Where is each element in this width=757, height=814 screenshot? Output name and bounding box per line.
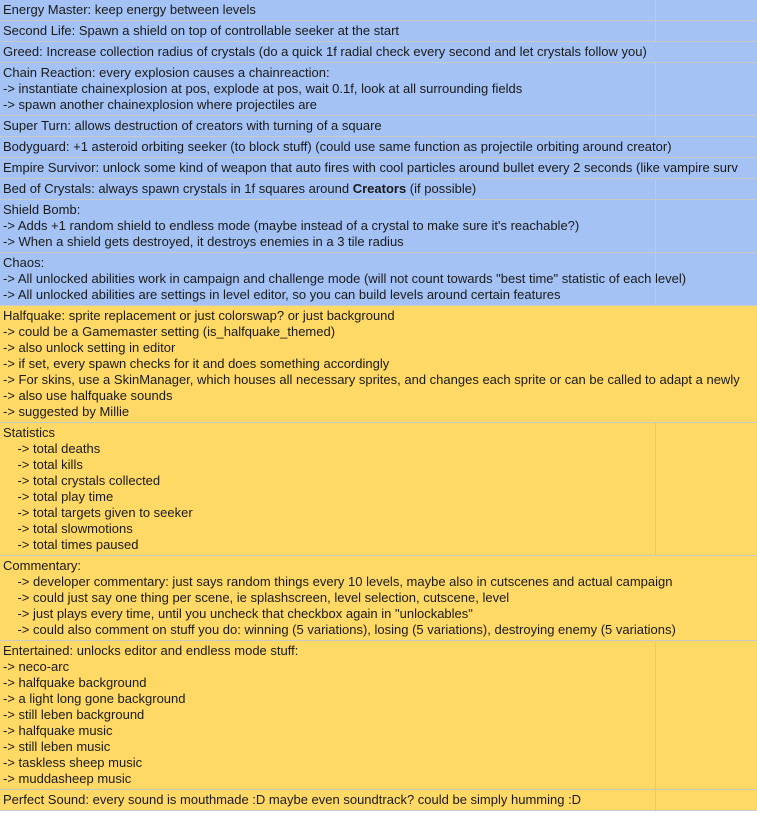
table-row [0,641,757,790]
cell-text: Super Turn: allows destruction of creators with turning of a square [3,118,382,133]
cell-a[interactable] [0,21,655,42]
cell-text: -> still leben background [3,707,145,722]
cell-text-line [3,643,652,659]
table-row [0,306,757,423]
cell-a[interactable] [0,63,655,116]
cell-bold-text: Creators [352,181,407,196]
table-row [0,42,757,63]
cell-text: -> taskless sheep music [3,755,143,770]
cell-a[interactable] [0,423,655,556]
cell-text-line [3,457,652,473]
cell-text-line [3,97,652,113]
cell-text-line [3,255,652,271]
cell-text: -> When a shield gets destroyed, it destroys enemies in a 3 tile radius [3,234,404,249]
cell-a[interactable] [0,306,740,423]
cell-a[interactable] [0,116,655,137]
cell-text: -> All unlocked abilities work in campaign and challenge mode (will not count towards "best time" statistic of each level) [3,271,687,286]
cell-text: -> instantiate chainexplosion at pos, explode at pos, wait 0.1f, look at all surrounding fields [3,81,523,96]
cell-text: -> a light long gone background [3,691,186,706]
cell-text-line [3,739,652,755]
cell-b[interactable] [655,423,757,556]
cell-text: -> also unlock setting in editor [3,340,176,355]
cell-text-line [3,537,652,553]
cell-text: -> if set, every spawn checks for it and does something accordingly [3,356,390,371]
cell-text-line [3,505,652,521]
cell-text-line [3,202,652,218]
cell-text: -> All unlocked abilities are settings in level editor, so you can build levels around certain features [3,287,561,302]
cell-text: (if possible) [406,181,477,196]
cell-text: -> suggested by Millie [3,404,130,419]
cell-a[interactable] [0,137,672,158]
cell-b[interactable] [655,63,757,116]
cell-text-line [3,287,652,303]
cell-text: -> total times paused [3,537,139,552]
cell-text: Bodyguard: +1 asteroid orbiting seeker (to block stuff) (could use same function as projectile orbiting around creator) [3,139,672,154]
cell-text-line [3,218,652,234]
cell-text-line [3,181,652,197]
cell-text: Second Life: Spawn a shield on top of controllable seeker at the start [3,23,400,38]
cell-text-line [3,324,652,340]
cell-text: -> developer commentary: just says random things every 10 levels, maybe also in cutscenes and actual campaign [3,574,673,589]
cell-text: -> total targets given to seeker [3,505,193,520]
cell-text: Greed: Increase collection radius of crystals (do a quick 1f radial check every second and let crystals follow you) [3,44,647,59]
cell-b[interactable] [655,116,757,137]
table-row [0,0,757,21]
cell-text: -> could be a Gamemaster setting (is_halfquake_themed) [3,324,336,339]
cell-text-line [3,160,738,176]
cell-text-line [3,606,652,622]
cell-text: -> total play time [3,489,114,504]
cell-text: -> neco-arc [3,659,70,674]
cell-text: Halfquake: sprite replacement or just colorswap? or just background [3,308,395,323]
table-row [0,253,757,306]
cell-text-line [3,81,652,97]
cell-text-line [3,441,652,457]
table-row [0,158,757,179]
cell-a[interactable] [0,0,655,21]
table-row [0,200,757,253]
cell-text: -> Adds +1 random shield to endless mode (maybe instead of a crystal to make sure it's reachable?) [3,218,580,233]
cell-text-line [3,44,652,60]
cell-text: -> total deaths [3,441,101,456]
cell-text-line [3,707,652,723]
cell-text-line [3,425,652,441]
cell-b[interactable] [655,790,757,811]
cell-text: Shield Bomb: [3,202,81,217]
cell-a[interactable] [0,253,687,306]
cell-a[interactable] [0,158,738,179]
cell-b[interactable] [655,200,757,253]
cell-text: Chain Reaction: every explosion causes a chainreaction: [3,65,330,80]
cell-text: -> For skins, use a SkinManager, which houses all necessary sprites, and changes each sprite or can be called to adapt a newly [3,372,740,387]
cell-text-line [3,404,652,420]
cell-text-line [3,23,652,39]
cell-text-line [3,2,652,18]
cell-text-line [3,340,652,356]
cell-text-line [3,118,652,134]
cell-a[interactable] [0,200,655,253]
cell-b[interactable] [655,0,757,21]
table-row [0,179,757,200]
cell-text-line [3,521,652,537]
cell-text: Empire Survivor: unlock some kind of weapon that auto fires with cool particles around bullet every 2 seconds (like vampire surv [3,160,738,175]
cell-text-line [3,675,652,691]
cell-text-line [3,308,652,324]
cell-text: Commentary: [3,558,82,573]
cell-text: Statistics [3,425,56,440]
cell-b[interactable] [655,306,757,423]
cell-text: Bed of Crystals: always spawn crystals in 1f squares around [3,181,353,196]
cell-text-line [3,723,652,739]
cell-text: -> total kills [3,457,83,472]
cell-text-line [3,356,652,372]
table-row [0,21,757,42]
cell-text-line [3,574,673,590]
cell-b[interactable] [655,641,757,790]
table-row [0,63,757,116]
cell-text: Entertained: unlocks editor and endless mode stuff: [3,643,299,658]
cell-text-line [3,771,652,787]
table-row [0,137,757,158]
cell-text: -> halfquake music [3,723,113,738]
cell-text-line [3,139,672,155]
cell-text: -> total crystals collected [3,473,161,488]
cell-text: -> could also comment on stuff you do: winning (5 variations), losing (5 variations), destroying enemy (5 variations) [3,622,676,637]
cell-b[interactable] [655,179,757,200]
cell-b[interactable] [655,21,757,42]
cell-text: -> halfquake background [3,675,147,690]
cell-a[interactable] [0,179,655,200]
cell-text-line [3,558,652,574]
cell-text-line [3,271,687,287]
cell-text-line [3,659,652,675]
cell-text: -> just plays every time, until you uncheck that checkbox again in "unlockables" [3,606,473,621]
cell-text-line [3,372,740,388]
cell-text-line [3,65,652,81]
cell-b[interactable] [655,42,757,63]
cell-text: -> muddasheep music [3,771,132,786]
cell-text: -> still leben music [3,739,111,754]
cell-text-line [3,473,652,489]
cell-text: -> spawn another chainexplosion where projectiles are [3,97,317,112]
cell-text-line [3,792,652,808]
table-row [0,116,757,137]
table-row [0,556,757,641]
cell-a[interactable] [0,790,655,811]
cell-text-line [3,489,652,505]
cell-a[interactable] [0,556,676,641]
cell-a[interactable] [0,641,655,790]
cell-text-line [3,622,676,638]
cell-text: -> total slowmotions [3,521,133,536]
cell-text: Perfect Sound: every sound is mouthmade :D maybe even soundtrack? could be simply humming :D [3,792,582,807]
cell-text: -> also use halfquake sounds [3,388,173,403]
cell-text-line [3,388,652,404]
cell-text-line [3,590,652,606]
cell-text-line [3,691,652,707]
cell-text: Chaos: [3,255,45,270]
table-row [0,423,757,556]
cell-text: Energy Master: keep energy between levels [3,2,256,17]
cell-text-line [3,234,652,250]
table-row [0,790,757,811]
cell-text-line [3,755,652,771]
cell-a[interactable] [0,42,655,63]
cell-text: -> could just say one thing per scene, ie splashscreen, level selection, cutscene, level [3,590,510,605]
